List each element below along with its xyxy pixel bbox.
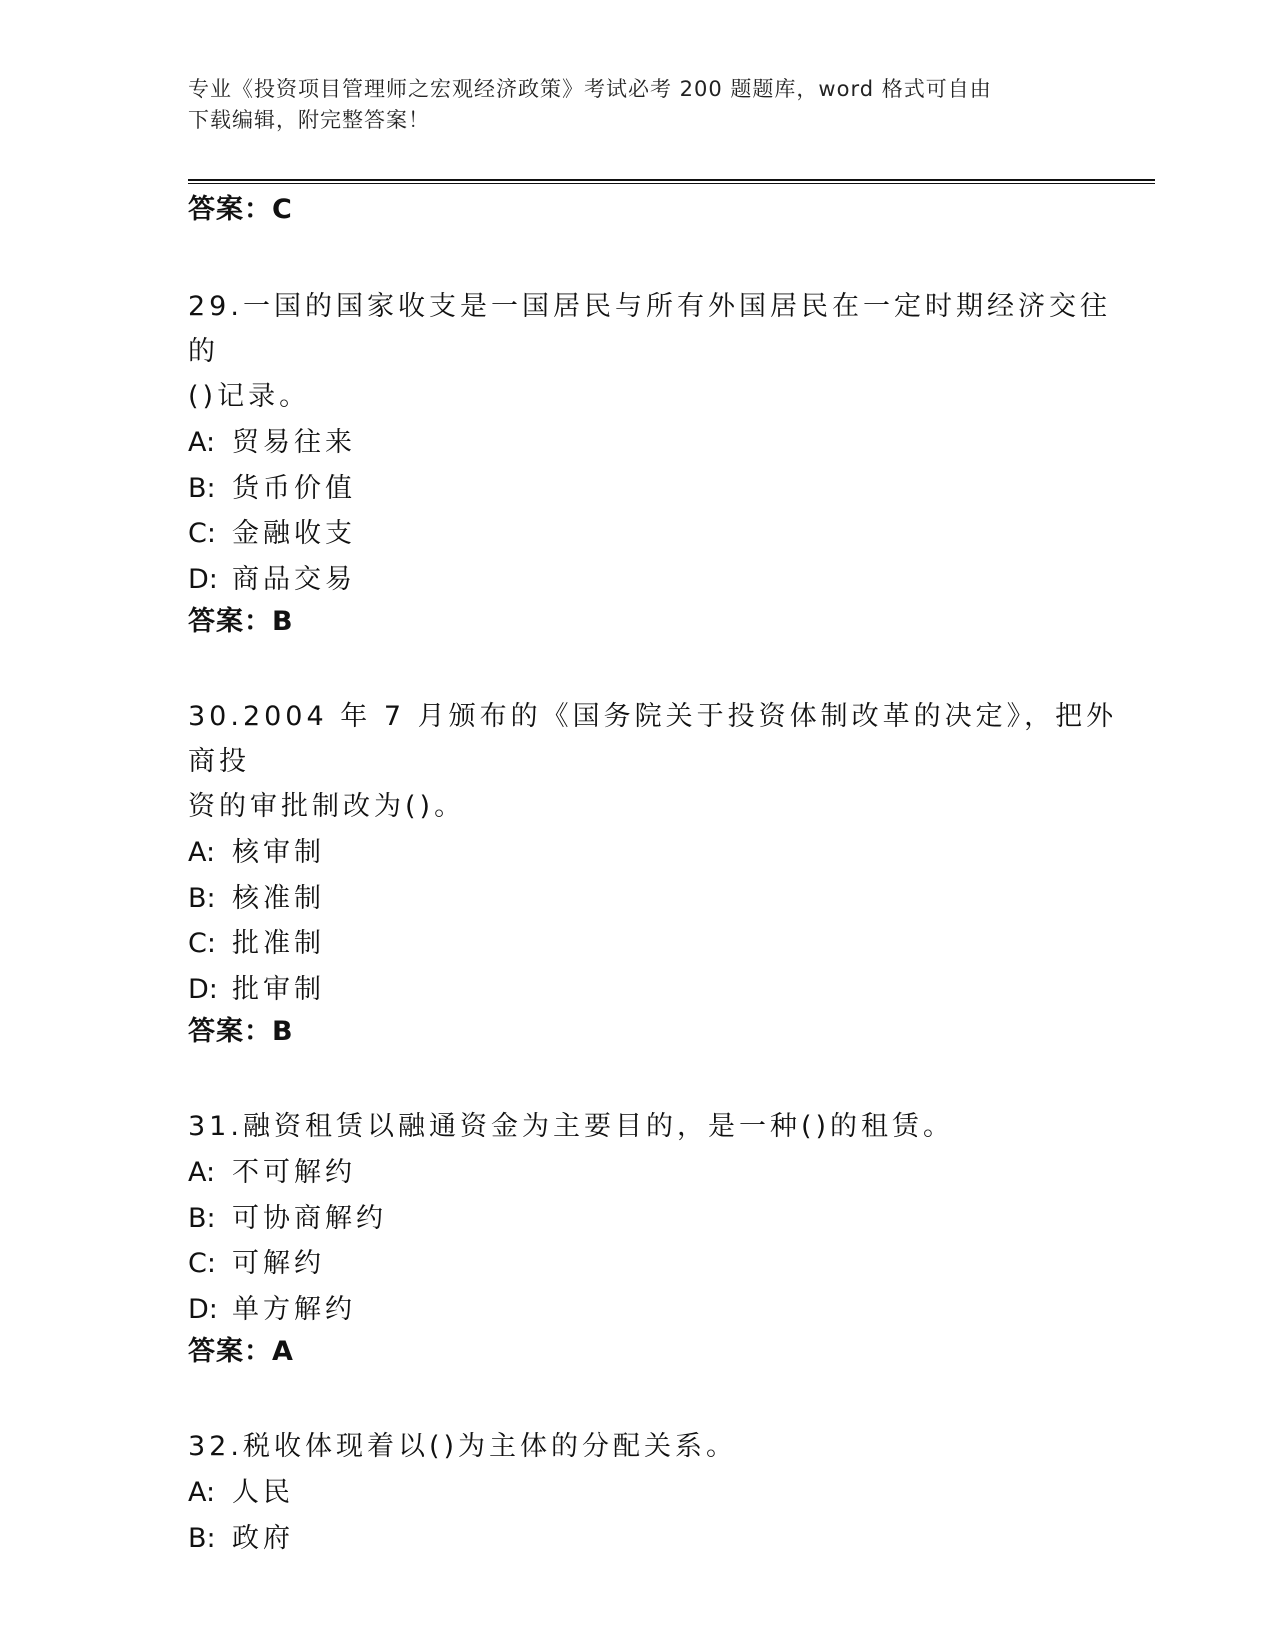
option-text: 批准制 [232, 928, 325, 959]
question-stem [188, 1424, 1118, 1469]
option-text: 核审制 [232, 837, 325, 868]
option-text: 不可解约 [232, 1157, 356, 1188]
header-divider [188, 179, 1155, 184]
option-a [188, 830, 1118, 876]
option-c [188, 1241, 1118, 1287]
question-stem-line: ()记录。 [188, 381, 311, 412]
answer-label: 答案：B [188, 606, 294, 637]
option-letter: C: [188, 928, 216, 959]
option-letter: B: [188, 1522, 216, 1554]
option-text: 批审制 [232, 973, 325, 1005]
question-stem-line: 32.税收体现着以()为主体的分配关系。 [188, 1431, 738, 1462]
option-text: 金融收支 [232, 518, 356, 549]
question-stem [188, 1104, 1118, 1149]
option-letter: C: [188, 1248, 216, 1279]
question-stem [188, 284, 1118, 419]
option-letter: A: [188, 1477, 216, 1508]
option-letter: A: [188, 1157, 216, 1188]
option-b [188, 466, 1118, 512]
option-letter: B: [188, 882, 216, 914]
answer-label: 答案：C [188, 194, 293, 225]
page-header [188, 74, 1088, 136]
question-32 [188, 1424, 1118, 1561]
option-text: 可协商解约 [232, 1202, 387, 1234]
option-text: 人民 [232, 1477, 294, 1508]
option-text: 单方解约 [232, 1293, 356, 1325]
question-30 [188, 694, 1118, 1052]
option-b [188, 1516, 1118, 1562]
question-stem-line: 29.一国的国家收支是一国居民与所有外国居民在一定时期经济交往的 [188, 291, 1111, 367]
option-list [188, 1470, 1118, 1561]
option-list [188, 420, 1118, 602]
option-b [188, 1196, 1118, 1242]
option-a [188, 1150, 1118, 1196]
header-line-1: 专业《投资项目管理师之宏观经济政策》考试必考 200 题题库，word 格式可自由 [188, 77, 992, 101]
question-stem [188, 694, 1118, 829]
option-a [188, 420, 1118, 466]
question-31 [188, 1104, 1118, 1372]
option-letter: A: [188, 837, 216, 868]
option-text: 核准制 [232, 882, 325, 914]
option-letter: B: [188, 472, 216, 504]
option-letter: A: [188, 427, 216, 458]
option-text: 可解约 [232, 1248, 325, 1279]
option-list [188, 830, 1118, 1012]
option-text: 商品交易 [232, 563, 356, 595]
question-stem-line: 资的审批制改为()。 [188, 791, 466, 822]
question-29 [188, 284, 1118, 642]
option-letter: D: [188, 973, 218, 1005]
option-text: 政府 [232, 1522, 294, 1554]
question-stem-line: 30.2004 年 7 月颁布的《国务院关于投资体制改革的决定》，把外商投 [188, 701, 1118, 777]
option-c [188, 921, 1118, 967]
header-line-2: 下载编辑，附完整答案！ [188, 108, 430, 132]
option-text: 贸易往来 [232, 427, 356, 458]
option-d [188, 967, 1118, 1013]
answer-label: 答案：B [188, 1016, 294, 1047]
option-c [188, 511, 1118, 557]
option-a [188, 1470, 1118, 1516]
option-d [188, 557, 1118, 603]
option-b [188, 876, 1118, 922]
answer-label: 答案：A [188, 1336, 294, 1367]
option-d [188, 1287, 1118, 1333]
option-letter: B: [188, 1202, 216, 1234]
question-list [188, 190, 1118, 1613]
option-list [188, 1150, 1118, 1332]
option-text: 货币价值 [232, 472, 356, 504]
option-letter: D: [188, 1293, 218, 1325]
option-letter: C: [188, 518, 216, 549]
question-stem-line: 31.融资租赁以融通资金为主要目的，是一种()的租赁。 [188, 1111, 955, 1142]
option-letter: D: [188, 563, 218, 595]
